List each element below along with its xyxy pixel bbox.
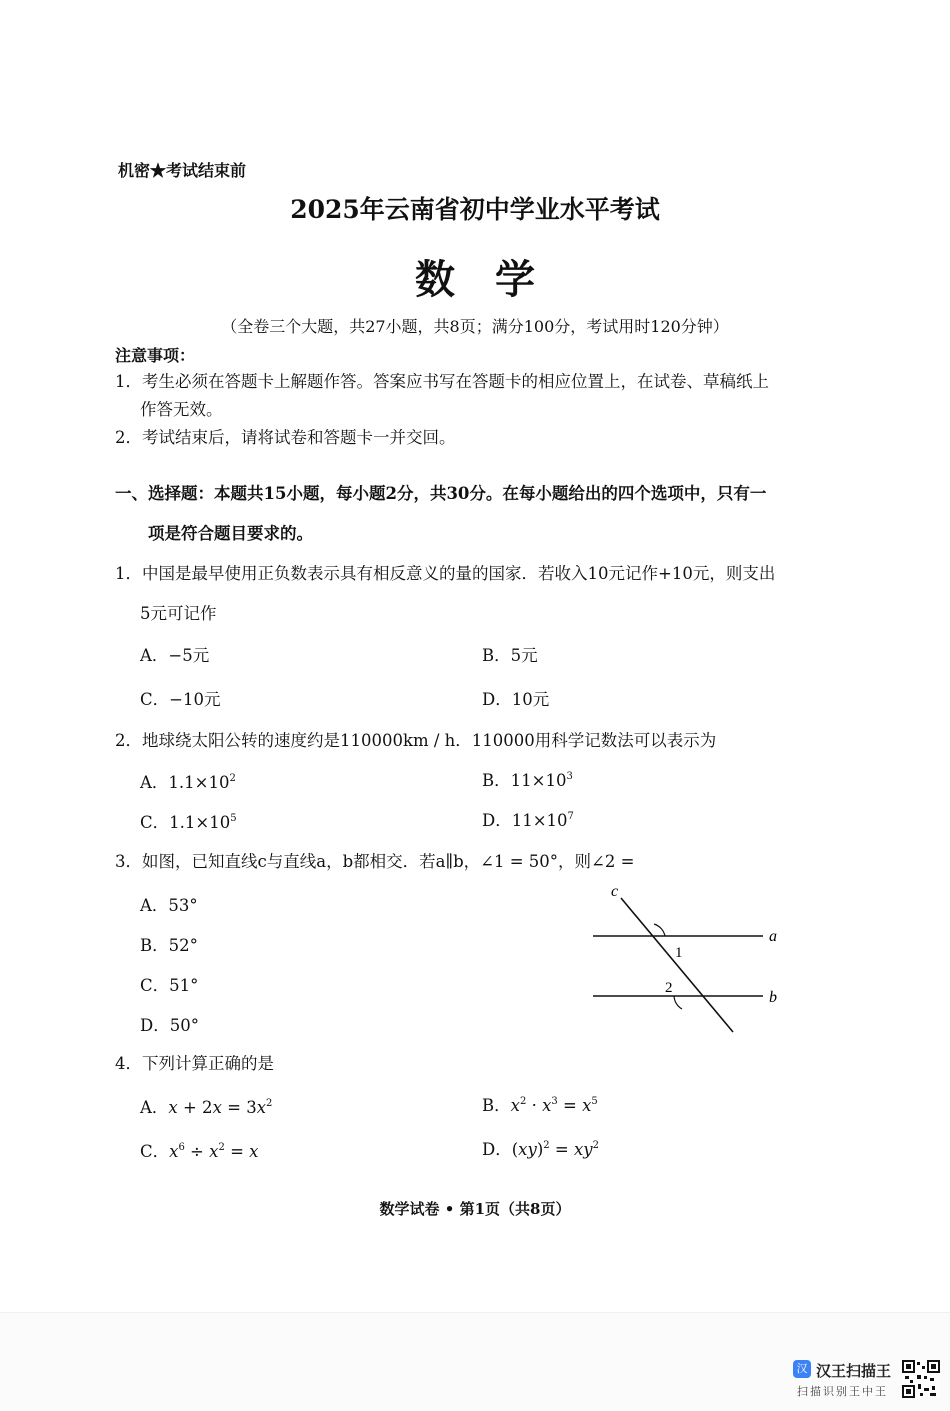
q3-option-d: D．50° <box>140 1016 199 1035</box>
q1-option-b: B．5元 <box>482 646 538 665</box>
watermark-brand: 汉王扫描王 <box>816 1362 892 1380</box>
q1-stem-cont: 5元可记作 <box>140 604 217 623</box>
hanwang-logo-icon: 汉 <box>793 1360 811 1378</box>
q1-option-d: D．10元 <box>482 690 550 709</box>
label-b: b <box>769 989 777 1006</box>
section-1-heading: 一、选择题：本题共15小题，每小题2分，共30分。在每小题给出的四个选项中，只有一 <box>115 484 767 503</box>
qr-code-icon <box>902 1360 940 1398</box>
line-c <box>621 898 733 1032</box>
q4-option-d: D．$(xy)^2 = xy^2$ <box>482 1140 599 1159</box>
q3-stem: 3．如图，已知直线c与直线a，b都相交．若a∥b，∠1 = 50°，则∠2 = <box>115 852 635 871</box>
angle-1-arc <box>654 924 665 936</box>
q2-option-b: B．$11\times 10^3$ <box>482 771 573 790</box>
q1-option-a: A．−5元 <box>140 646 210 665</box>
q2-stem: 2．地球绕太阳公转的速度约是110000km / h．110000用科学记数法可以表示为 <box>115 731 717 750</box>
q3-option-a: A．53° <box>140 896 198 915</box>
q1-option-c: C．−10元 <box>140 690 221 709</box>
q1-stem: 1．中国是最早使用正负数表示具有相反意义的量的国家．若收入10元记作+10元，则支出 <box>115 564 776 583</box>
q2-option-a: A．$1.1\times 10^2$ <box>140 773 236 792</box>
label-angle-2: 2 <box>665 980 673 996</box>
confidential-label: 机密★考试结束前 <box>118 161 247 180</box>
section-1-heading-cont: 项是符合题目要求的。 <box>148 524 313 543</box>
q4-stem: 4．下列计算正确的是 <box>115 1054 274 1073</box>
notice-item-2: 2．考试结束后，请将试卷和答题卡一并交回。 <box>115 428 456 447</box>
q2-option-c: C．$1.1\times 10^5$ <box>140 813 237 832</box>
q4-option-c: C．$x^6 \div x^2 = x$ <box>140 1142 259 1161</box>
watermark-subtitle: 扫描识别王中王 <box>797 1385 888 1398</box>
angle-2-arc <box>674 996 682 1009</box>
notice-item-1-cont: 作答无效。 <box>140 400 223 419</box>
label-angle-1: 1 <box>675 945 683 961</box>
subject-title: 数学 <box>415 256 575 303</box>
q4-option-b: B．$x^2 \cdot x^3 = x^5$ <box>482 1096 598 1115</box>
label-c: c <box>611 883 619 900</box>
exam-title: 2025年云南省初中学业水平考试 <box>290 195 660 224</box>
q3-option-b: B．52° <box>140 936 198 955</box>
label-a: a <box>769 928 777 945</box>
page-footer: 数学试卷 • 第1页（共8页） <box>379 1200 571 1218</box>
notice-title: 注意事项： <box>115 346 196 365</box>
notice-item-1: 1．考生必须在答题卡上解题作答。答案应书写在答题卡的相应位置上，在试卷、草稿纸上 <box>115 372 769 391</box>
exam-info: （全卷三个大题，共27小题，共8页；满分100分，考试用时120分钟） <box>221 317 729 336</box>
parallel-lines-figure <box>585 880 795 1040</box>
q2-option-d: D．$11\times 10^7$ <box>482 811 574 830</box>
q3-option-c: C．51° <box>140 976 199 995</box>
q4-option-a: A．$x + 2x = 3x^2$ <box>140 1098 273 1117</box>
